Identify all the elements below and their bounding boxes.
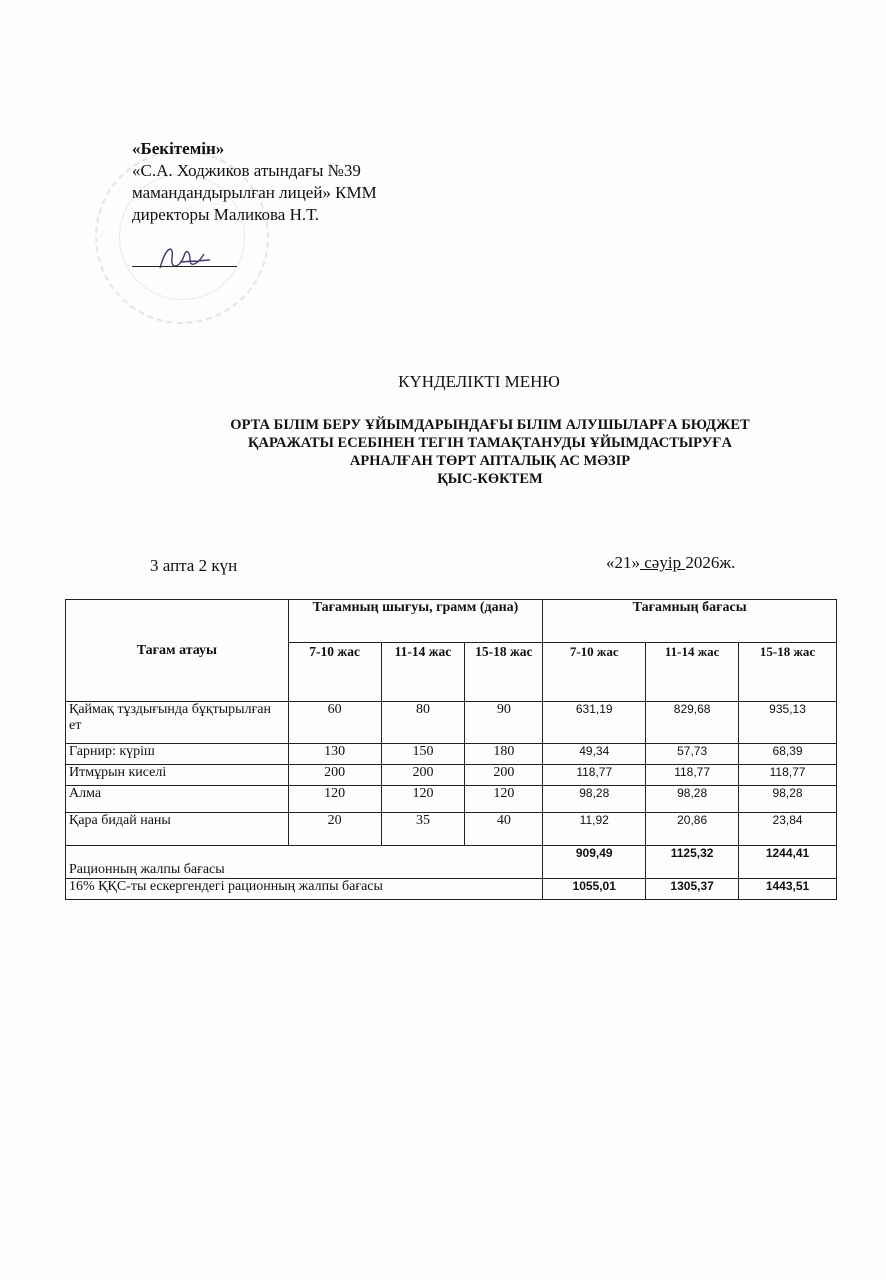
col-output-7-10: 7-10 жас	[288, 643, 381, 702]
output-cell: 150	[381, 744, 465, 765]
col-price-15-18: 15-18 жас	[739, 643, 837, 702]
dish-name: Гарнир: күріш	[66, 744, 289, 765]
table-row	[66, 813, 837, 846]
subtitle-line-2: ҚАРАЖАТЫ ЕСЕБІНЕН ТЕГІН ТАМАҚТАНУДЫ ҰЙЫМДАСТЫРУҒА	[248, 435, 732, 451]
price-cell: 57,73	[646, 744, 739, 765]
price-cell: 11,92	[543, 813, 646, 846]
output-cell: 200	[465, 765, 543, 786]
price-cell: 98,28	[739, 786, 837, 813]
table-row	[66, 765, 837, 786]
output-cell: 40	[465, 813, 543, 846]
output-cell: 35	[381, 813, 465, 846]
price-cell: 49,34	[543, 744, 646, 765]
output-cell: 120	[288, 786, 381, 813]
output-cell: 60	[288, 702, 381, 744]
table-header-row	[66, 600, 837, 643]
col-price-group: Тағамның бағасы	[543, 600, 837, 643]
price-cell: 20,86	[646, 813, 739, 846]
price-cell: 98,28	[543, 786, 646, 813]
total-cell: 1244,41	[739, 846, 837, 879]
table-row	[66, 786, 837, 813]
signature	[150, 238, 220, 278]
col-price-7-10: 7-10 жас	[543, 643, 646, 702]
price-cell: 631,19	[543, 702, 646, 744]
dish-name: Қара бидай наны	[66, 813, 289, 846]
output-cell: 200	[288, 765, 381, 786]
output-cell: 200	[381, 765, 465, 786]
subtitle-line-1: ОРТА БІЛІМ БЕРУ ҰЙЫМДАРЫНДАҒЫ БІЛІМ АЛУШЫЛАРҒА БЮДЖЕТ	[230, 417, 750, 433]
subtitle-line-3: АРНАЛҒАН ТӨРТ АПТАЛЫҚ АС МӘЗІР	[349, 453, 631, 469]
menu-table	[65, 599, 837, 900]
approval-line-2: мамандандырылған лицей» КММ	[132, 183, 377, 202]
col-dish-name: Тағам атауы	[66, 600, 289, 702]
dish-name: Қаймақ тұздығында бұқтырылған ет	[66, 702, 289, 744]
dish-name: Итмұрын киселі	[66, 765, 289, 786]
output-cell: 80	[381, 702, 465, 744]
col-output-11-14: 11-14 жас	[381, 643, 465, 702]
vat-total-label: 16% ҚҚС-ты ескергендегі рационның жалпы бағасы	[66, 879, 543, 900]
page-title: КҮНДЕЛІКТІ МЕНЮ	[398, 372, 560, 391]
table-row	[66, 702, 837, 744]
total-label: Рационның жалпы бағасы	[66, 846, 543, 879]
output-cell: 20	[288, 813, 381, 846]
output-cell: 120	[465, 786, 543, 813]
approval-title: «Бекітемін»	[132, 139, 225, 158]
table-row	[66, 744, 837, 765]
vat-total-cell: 1443,51	[739, 879, 837, 900]
price-cell: 118,77	[646, 765, 739, 786]
signature-line	[132, 266, 237, 267]
col-output-15-18: 15-18 жас	[465, 643, 543, 702]
price-cell: 829,68	[646, 702, 739, 744]
dish-name: Алма	[66, 786, 289, 813]
date-month: сәуір	[640, 553, 686, 572]
total-cell: 909,49	[543, 846, 646, 879]
total-row	[66, 846, 837, 879]
total-cell: 1125,32	[646, 846, 739, 879]
document-date: «21» сәуір 2026ж.	[606, 553, 736, 572]
price-cell: 23,84	[739, 813, 837, 846]
approval-line-3: директоры Маликова Н.Т.	[132, 205, 320, 224]
vat-total-row	[66, 879, 837, 900]
vat-total-cell: 1305,37	[646, 879, 739, 900]
output-cell: 120	[381, 786, 465, 813]
col-output-group: Тағамның шығуы, грамм (дана)	[288, 600, 543, 643]
vat-total-cell: 1055,01	[543, 879, 646, 900]
approval-line-1: «С.А. Ходжиков атындағы №39	[132, 161, 361, 180]
output-cell: 130	[288, 744, 381, 765]
price-cell: 118,77	[739, 765, 837, 786]
output-cell: 180	[465, 744, 543, 765]
col-price-11-14: 11-14 жас	[646, 643, 739, 702]
approval-block	[132, 138, 377, 226]
week-day-label: 3 апта 2 күн	[150, 556, 238, 575]
price-cell: 118,77	[543, 765, 646, 786]
output-cell: 90	[465, 702, 543, 744]
price-cell: 68,39	[739, 744, 837, 765]
price-cell: 98,28	[646, 786, 739, 813]
season-label: ҚЫС-КӨКТЕМ	[437, 471, 543, 487]
price-cell: 935,13	[739, 702, 837, 744]
page-subtitle	[160, 416, 820, 488]
